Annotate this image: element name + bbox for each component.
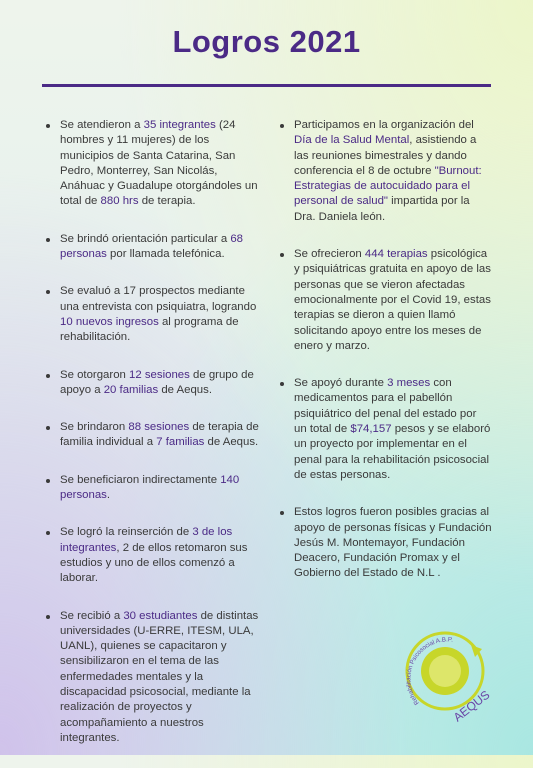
item-text: , asistiendo a las reuniones bimestrales y dando conferencia el 8 de octubre [294, 134, 477, 177]
item-text: de distintas universidades (U-ERRE, ITESM, ULA, UANL), quienes se capacitaron y sensibilizaron en el tema de las enfermedades mentales y la discapacidad psicosocial, mediante la realización de proyectos y acompañamiento a nuestros integrantes. [60, 609, 259, 744]
highlighted-text: 68 personas [60, 232, 243, 261]
title-divider [42, 84, 491, 87]
item-text: pesos y se elaboró un proyecto por implementar en el penal para la rehabilitación psicosocial de estas personas. [294, 423, 491, 481]
item-text: . [106, 489, 111, 502]
highlighted-text: 20 familias [103, 383, 159, 396]
item-text: de terapia. [138, 195, 196, 208]
item-text: psicológica y psiquiátricas gratuita en apoyo de las personas que se vieron afectadas emocionalmente por el Covid 19, estas terapias se dieron a quien llamó solicitando apoyo entre los meses de enero y marzo. [294, 248, 491, 352]
item-text: Estos logros fueron posibles gracias al apoyo de personas físicas y Fundación Jesús M. Montemayor, Fundación Deacero, Fundación Promax y el Gobierno del Estado de N.L . [294, 506, 492, 580]
highlighted-text: 7 familias [156, 436, 205, 449]
highlighted-text: 880 hrs [100, 195, 139, 208]
aequs-logo [389, 615, 501, 727]
item-text: de Aequs. [204, 436, 259, 449]
highlighted-text: 30 estudiantes [123, 609, 198, 622]
highlighted-text: 3 meses [387, 377, 431, 390]
achievement-item [43, 525, 261, 586]
item-text: de grupo de apoyo a [60, 368, 254, 396]
achievement-item [277, 118, 492, 225]
logo-inner-highlight [429, 655, 461, 687]
achievement-item [43, 420, 261, 451]
item-text: Se logró la reinserción de [60, 526, 193, 539]
item-text: Se brindaron [60, 421, 129, 434]
achievement-item [43, 118, 261, 210]
item-text: Se beneficiaron indirectamente [60, 473, 221, 486]
achievement-item [43, 284, 261, 345]
item-text: (24 hombres y 11 mujeres) de los municipios de Santa Catarina, San Pedro, Monterrey, San Nicolás, Anáhuac y Guadalupe otorgándoles un total de [60, 119, 258, 208]
item-text: Se atendieron a [60, 119, 144, 131]
item-text: Se recibió a [60, 609, 124, 622]
item-text: con medicamentos para el pabellón psiquiátrico del penal del estado por un total de [294, 377, 477, 436]
highlighted-text: 10 nuevos ingresos [60, 315, 159, 328]
item-text: Participamos en la organización del [294, 119, 474, 131]
item-text: Se otorgaron [60, 368, 130, 381]
highlighted-text: 35 integrantes [143, 119, 216, 131]
highlighted-text: 140 personas [60, 473, 240, 502]
highlighted-text: 12 sesiones [129, 368, 190, 381]
item-text: Se evaluó a 17 prospectos mediante una entrevista con psiquiatra, logrando [60, 285, 257, 313]
highlighted-text: $74,157 [350, 423, 392, 436]
achievement-item [43, 473, 261, 504]
achievement-item [277, 376, 492, 483]
highlighted-text: 444 terapias [364, 248, 428, 261]
item-text: por llamada telefónica. [106, 248, 225, 261]
logo-name: AEQUS [450, 687, 493, 725]
item-text: Se apoyó durante [294, 377, 388, 390]
item-text: al programa de rehabilitación. [60, 315, 239, 344]
achievement-item [43, 232, 261, 263]
achievements-right-column [277, 118, 492, 604]
achievement-item [43, 368, 261, 399]
item-text: Se brindó orientación particular a [60, 232, 231, 245]
achievement-item [277, 505, 492, 581]
achievement-item [277, 247, 492, 354]
highlighted-text: 88 sesiones [128, 421, 190, 434]
highlighted-text: Día de la Salud Mental [294, 134, 410, 147]
achievement-item [43, 609, 261, 747]
item-text: , 2 de ellos retomaron sus estudios y uno de ellos comenzó a laborar. [60, 541, 248, 585]
item-text: de terapia de familia individual a [60, 421, 259, 449]
achievements-left-column [43, 118, 261, 768]
highlighted-text: "Burnout: Estrategias de autocuidado para el personal de salud" [294, 164, 482, 208]
page-title: Logros 2021 [172, 24, 361, 59]
item-text: Se ofrecieron [294, 248, 365, 261]
item-text: de Aequs. [158, 383, 212, 396]
logo-ring-text: Rehabilitación Psicosocial A.B.P. [405, 636, 454, 707]
item-text: impartida por la Dra. Daniela león. [294, 195, 470, 223]
highlighted-text: 3 de los integrantes [60, 526, 233, 554]
